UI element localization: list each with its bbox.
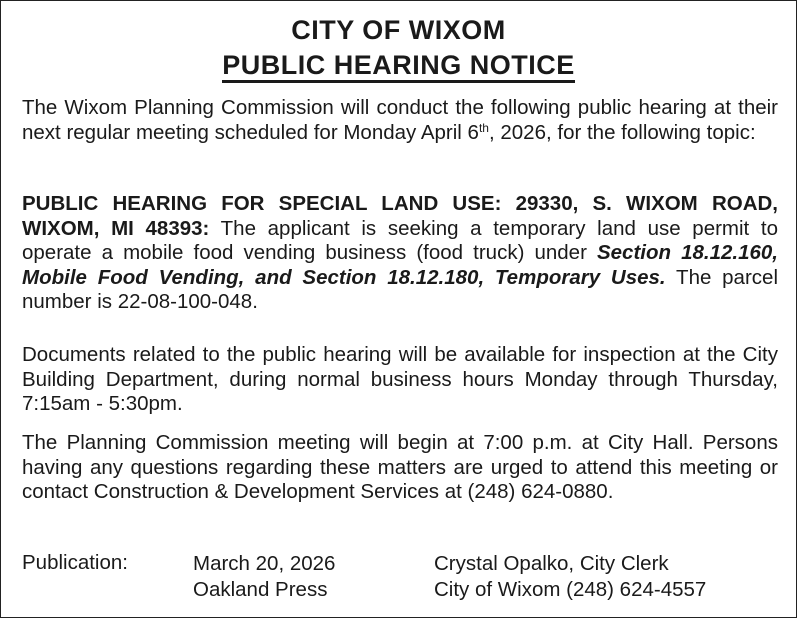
publication-date: March 20, 2026 <box>193 552 336 575</box>
hearing-section-reference: Section 18.12.160, Mobile Food Vending, and Section 18.12.180, Temporary Uses. <box>22 241 778 289</box>
hearing-paragraph <box>22 192 778 315</box>
clerk-name: Crystal Opalko, City Clerk <box>434 552 669 575</box>
intro-ordinal-suffix: th <box>478 120 489 135</box>
intro-paragraph <box>22 96 778 145</box>
hearing-parcel-number: The parcel number is 22-08-100-048. <box>22 265 778 313</box>
clerk-signature <box>434 551 706 603</box>
hearing-description: The applicant is seeking a temporary land use permit to operate a mobile food vending business (food truck) under <box>22 216 778 264</box>
intro-text-end: , 2026, for the following topic: <box>488 120 756 144</box>
publication-details <box>193 551 335 603</box>
notice-title-city: CITY OF WIXOM <box>291 15 506 45</box>
publication-paper: Oakland Press <box>193 578 328 601</box>
hearing-heading: PUBLIC HEARING FOR SPECIAL LAND USE: 29330, S. WIXOM ROAD, WIXOM, MI 48393: <box>22 192 778 240</box>
notice-title-heading-text: PUBLIC HEARING NOTICE <box>222 50 575 83</box>
clerk-contact: City of Wixom (248) 624-4557 <box>434 578 707 601</box>
publication-label: Publication: <box>22 551 128 574</box>
meeting-paragraph: The Planning Commission meeting will begin at 7:00 p.m. at City Hall. Persons having any questions regarding these matters are urged to attend this meeting or contact Construction & Development Services at (248) 624-0880. <box>22 431 778 503</box>
notice-title-heading <box>1 50 796 80</box>
intro-text: The Wixom Planning Commission will conduct the following public hearing at their next regular meeting scheduled for Monday April 6 <box>22 96 778 144</box>
documents-paragraph: Documents related to the public hearing will be available for inspection at the City Building Department, during normal business hours Monday through Thursday, 7:15am - 5:30pm. <box>22 343 778 415</box>
